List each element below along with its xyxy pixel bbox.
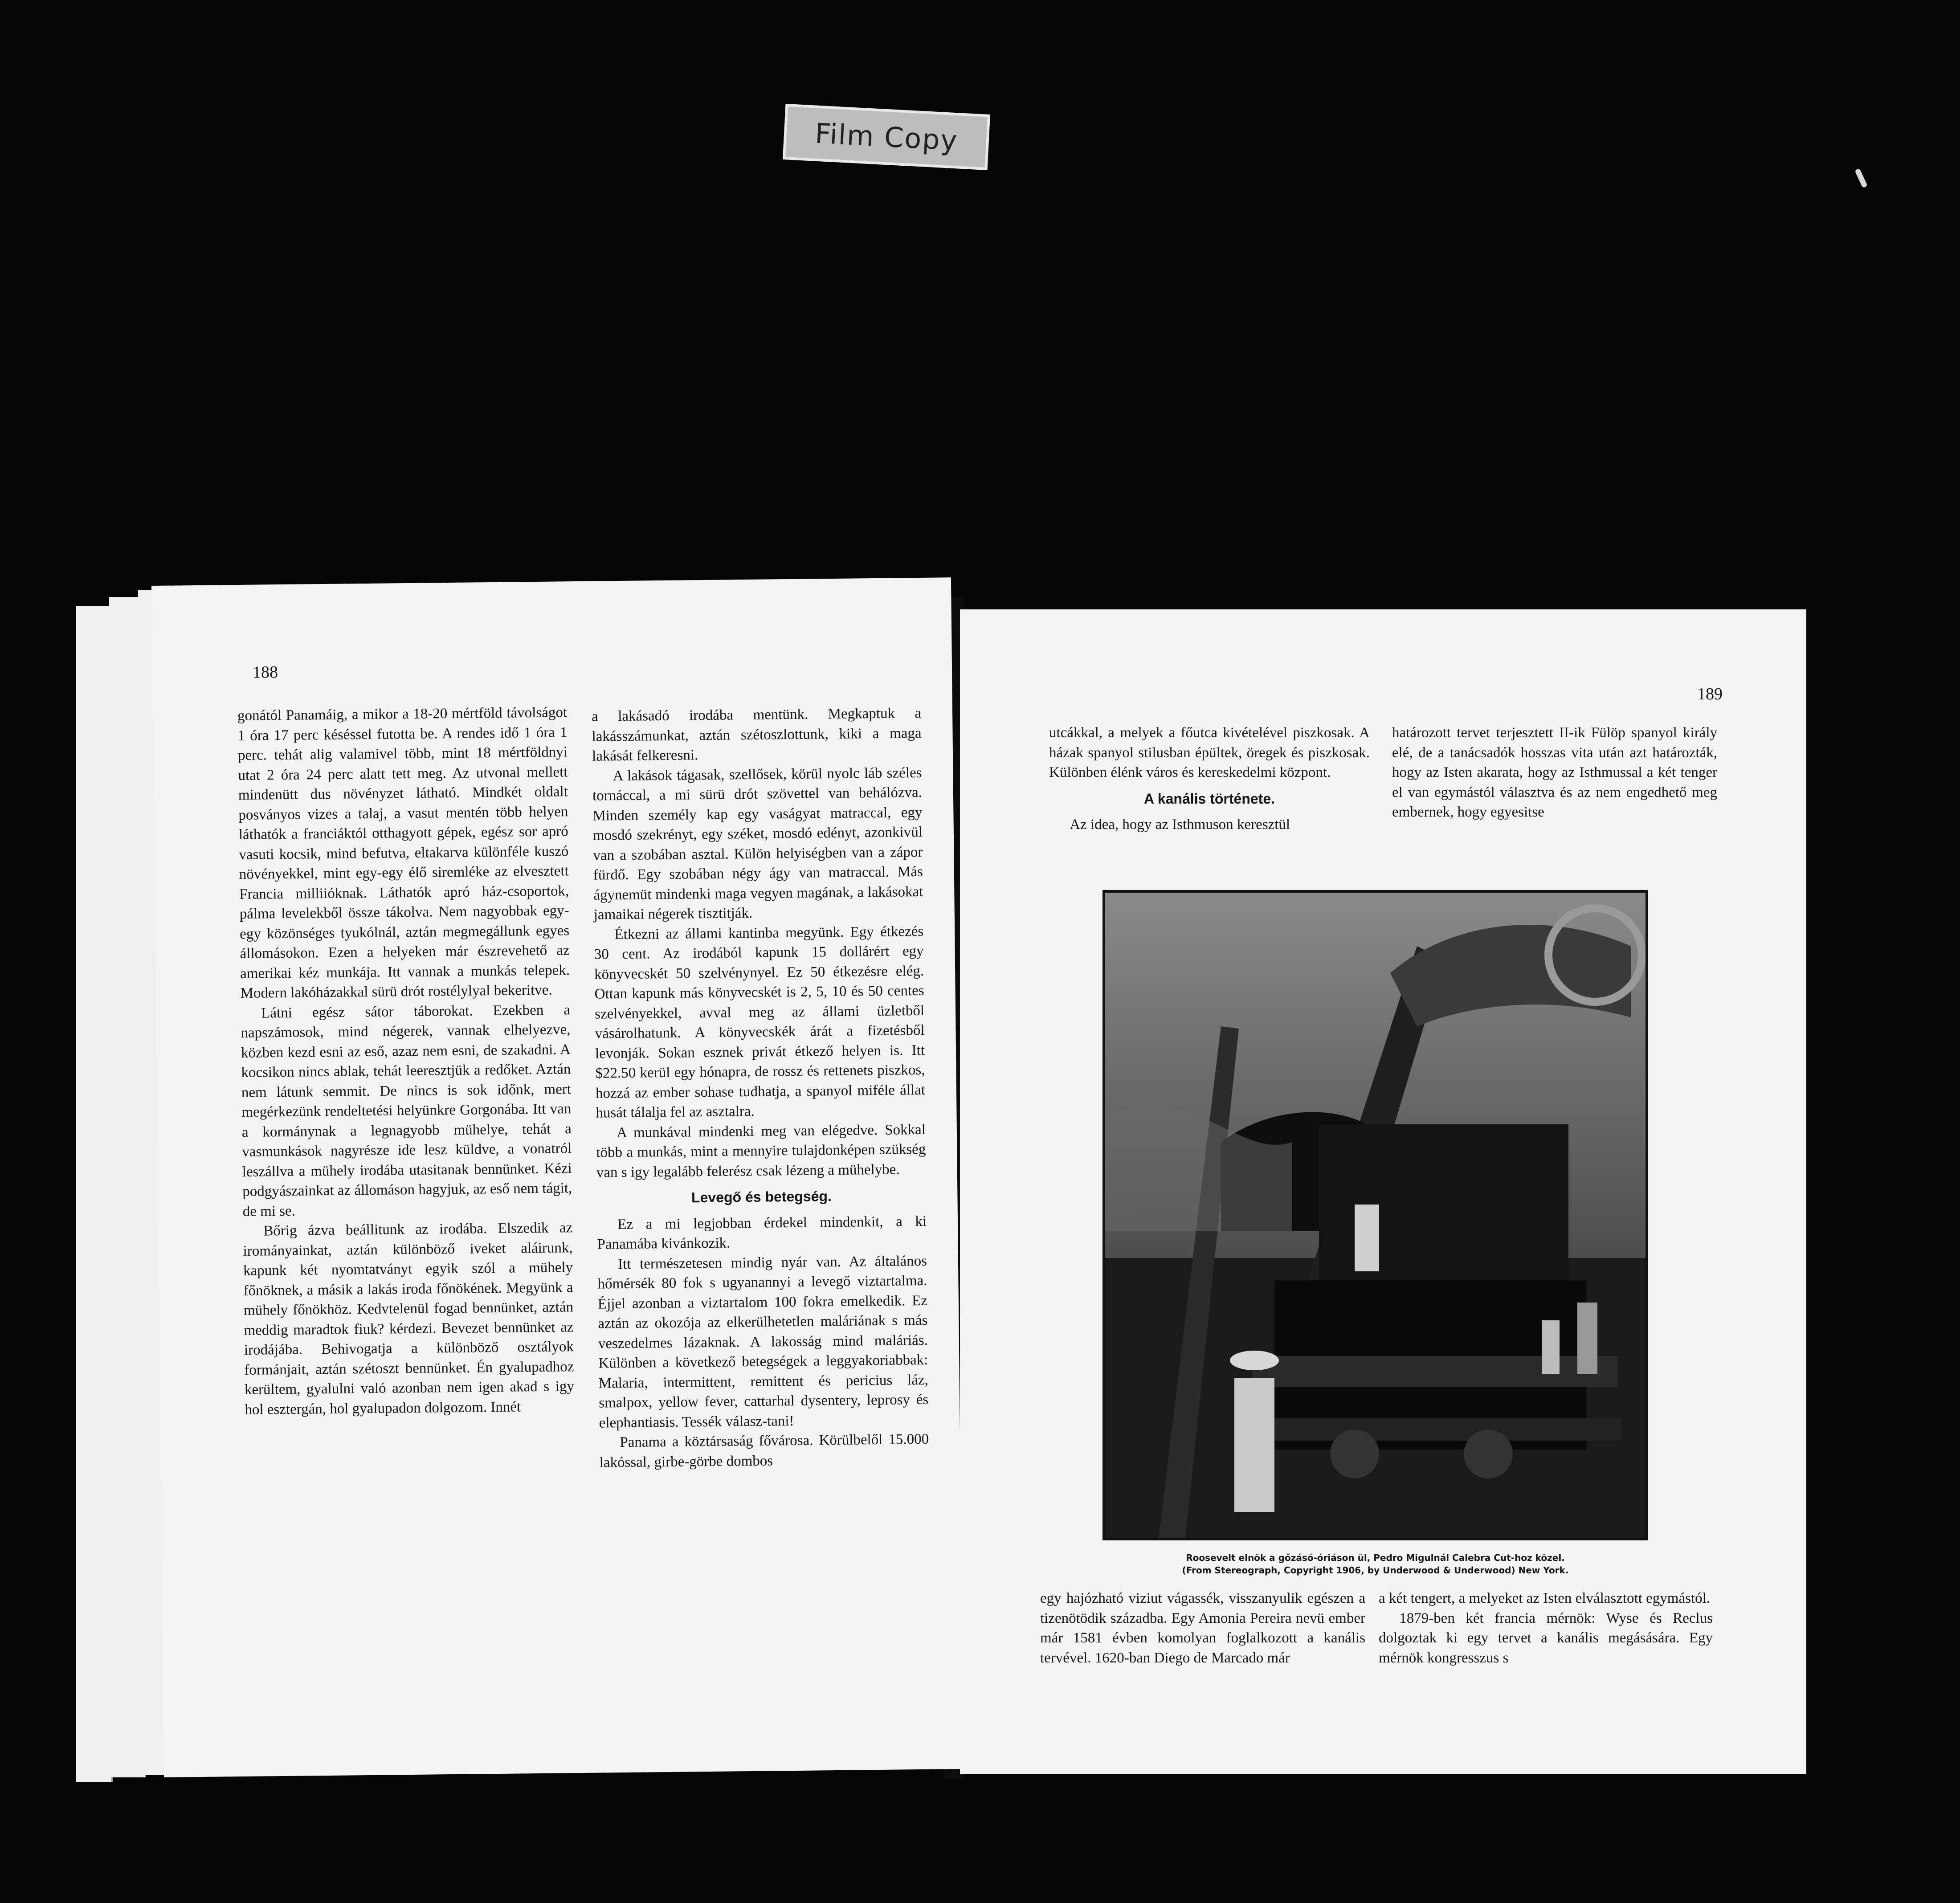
paragraph: Panama a köztársaság fővárosa. Körülbelől 15.000 lakóssal, girbe-görbe dombos [599,1431,929,1471]
paragraph: egy hajózható viziut vágassék, visszanyulik egészen a tizenötödik századba. Egy Amonia Pereira nevü ember már 1581 évben komolyan foglalkozott a kanális tervével. 1620-ban Diego de Marcado már [1040,1590,1365,1666]
paragraph: határozott tervet terjesztett II-ik Fülöp spanyol király elé, de a tanácsadók hosszas vita után azt határozták, hogy az Isten akarata, hogy az Isthmussal a két tenger el van egymástól választva és az nem engedhető meg embernek, hogy egyesitse [1392,725,1717,820]
film-copy-label: Film Copy [783,104,990,170]
left-page [151,577,964,1777]
paragraph: A lakások tágasak, szellősek, körül nyolc láb széles tornáccal, a mi sürü drót szövettel van behálózva. Minden személy kap egy vaságyat matraccal, egy mosdó szekrényt, egy széket, mosdó edényt, azonkivül van a szobában asztal. Külön helyiségben van a zápor fürdő. Egy szobában négy ágy van matraccal. Más ágynemüt mindenki maga vegyen magának, a lakásokat jamaikai négerek tisztitják. [592,764,923,923]
film-scratch-mark [1854,168,1867,188]
paragraph: Látni egész sátor táborokat. Ezekben a napszámosok, mind négerek, vannak elhelyezve, közben kezd esni az eső, azaz nem esni, de szakadni. A kocsikon nincs ablak, tehát leeresztjük a redőket. Aztán nem látunk semmit. De nincs is sok időnk, mert megérkezünk rendeltetési helyünkre Gorgonába. Itt van a kormánynak a legnagyobb mühelye, tehát a vasmunkások nagyrésze ide lesz küldve, a vonatról leszállva a mühely irodába utasitanak bennünket. Kézi podgyászainkat az állomáson hagyjuk, az eső nem tágit, de mi se. [241,1001,572,1220]
right-column-1-top [1049,723,1370,835]
paragraph: Ez a mi legjobban érdekel mindenkit, a ki Panamába kivánkozik. [597,1213,927,1253]
paragraph: Az idea, hogy az Isthmuson keresztül [1070,817,1290,833]
section-heading: Levegő és betegség. [691,1188,832,1206]
page-edge [76,606,113,1782]
photo-illustration [1105,893,1646,1538]
photo-caption [1094,1552,1657,1576]
left-column-2 [592,703,929,1473]
page-number: 189 [1697,685,1723,703]
paragraph: a lakásadó irodába mentünk. Megkaptuk a lakásszámunkat, aztán szétoszlottunk, kiki a maga lakását felkeresni. [591,705,922,764]
right-page [960,609,1806,1774]
right-column-1-bottom [1040,1589,1365,1668]
paragraph: utcákkal, a melyek a főutca kivételével piszkosak. A házak spanyol stilusban épültek, öregek és piszkosak. Különben élénk város és kereskedelmi központ. [1049,725,1370,780]
caption-line: (From Stereograph, Copyright 1906, by Underwood & Underwood) New York. [1182,1565,1569,1576]
right-column-2-top [1392,723,1717,822]
caption-line: Roosevelt elnök a gőzásó-óriáson ül, Pedro Migulnál Calebra Cut-hoz közel. [1186,1552,1565,1563]
paragraph: a két tengert, a melyeket az Isten elválasztott egymástól. [1379,1590,1711,1606]
right-column-2-bottom [1379,1589,1713,1668]
paragraph: gonától Panamáig, a mikor a 18-20 mértföld távolságot 1 óra 17 perc késéssel futotta be. A rendes idő 1 óra 1 perc. tehát alig valamivel több, mint 18 mértföldnyi utat 2 óra 24 perc alatt tett meg. Az utvonal mellett mindenütt dus növényzet látható. Mindkét oldalt posványos vizes a talaj, a vasut mentén több helyen láthatók a franciáktól otthagyott gépek, egész sor apró vasuti kocsik, mind befutva, eltakarva különféle kuszó növényekkel, mint egy-egy élő siremléke az elvesztett Francia milliióknak. Láthatók apró ház-csoportok, pálma levelekből össze tákolva. Nem nagyobbak egy-egy közönséges tyukólnál, aztán megmegállunk egyes állomásokon. Ezen a helyeken már észrevehető az amerikai kéz munkája. Itt vannak a munkás telepek. Modern lakóházakkal sürü drót rostélylyal bekeritve. [237,704,570,1001]
left-column-1 [237,702,575,1420]
page-number: 188 [252,663,278,682]
paragraph: Itt természetesen mindig nyár van. Az általános hőmérsék 80 fok s ugyanannyi a levegő viztartalma. Éjjel azonban a viztartalom 100 fokra emelkedik. Ez aztán az okozója az elkerülhetetlen maláriának s más veszedelmes lázaknak. A lakosság mind maláriás. Különben a következő betegségek a leggyakoriabbak: Malaria, intermittent, remittent és pericius láz, smalpox, yellow fever, cattarhal dysentery, leprosy és elephantiasis. Tessék válasz-tani! [597,1253,929,1431]
paragraph: Étkezni az állami kantinba megyünk. Egy étkezés 30 cent. Az irodából kapunk 15 dollárért egy könyvecskét 50 szelvénynyel. Ez 50 étkezésre elég. Ottan kapunk más könyvecskét is 2, 5, 10 és 50 centes szelvényekkel, avval meg az állami üzletből vásárolhatunk. A könyvecskék árát a fizetésből levonják. Sokan esznek privát étkező helyen is. Itt $22.50 kerül egy hónapra, de rossz és rettenets piszkos, hozzá az ember sohase tudhatja, a spanyol miféle állat husát tálalja fel az asztalra. [594,923,926,1121]
steam-shovel-photo [1102,890,1648,1540]
paragraph: 1879-ben két francia mérnök: Wyse és Reclus dolgoztak ki egy tervet a kanális megásására. Egy mérnök kongresszus s [1379,1610,1713,1666]
section-heading: A kanális története. [1143,790,1275,807]
paragraph: Bőrig ázva beállitunk az irodába. Elszedik az irományainkat, aztán különböző iveket aláirunk, kapunk két nyomtatványt egyik szól a mühely főnöknek, a másik a lakás iroda főnökének. Megyünk a mühely főnökhöz. Kedvtelenül fogad bennünket, aztán meddig maradtok fiuk? kérdezi. Bevezet bennünket az irodájába. Behivogatja a különböző osztályok formánjait, aztán szétoszt bennünket. Én gyalupadhoz kerültem, gyalulni való azonban nem igen akad s igy hol esztergán, hol gyalupadon dolgozom. Innét [243,1220,575,1418]
paragraph: A munkával mindenki meg van elégedve. Sokkal több a munkás, mint a mennyire tulajdonképen szükség van s igy legalább felerész csak lézeng a mühelybe. [596,1121,926,1181]
